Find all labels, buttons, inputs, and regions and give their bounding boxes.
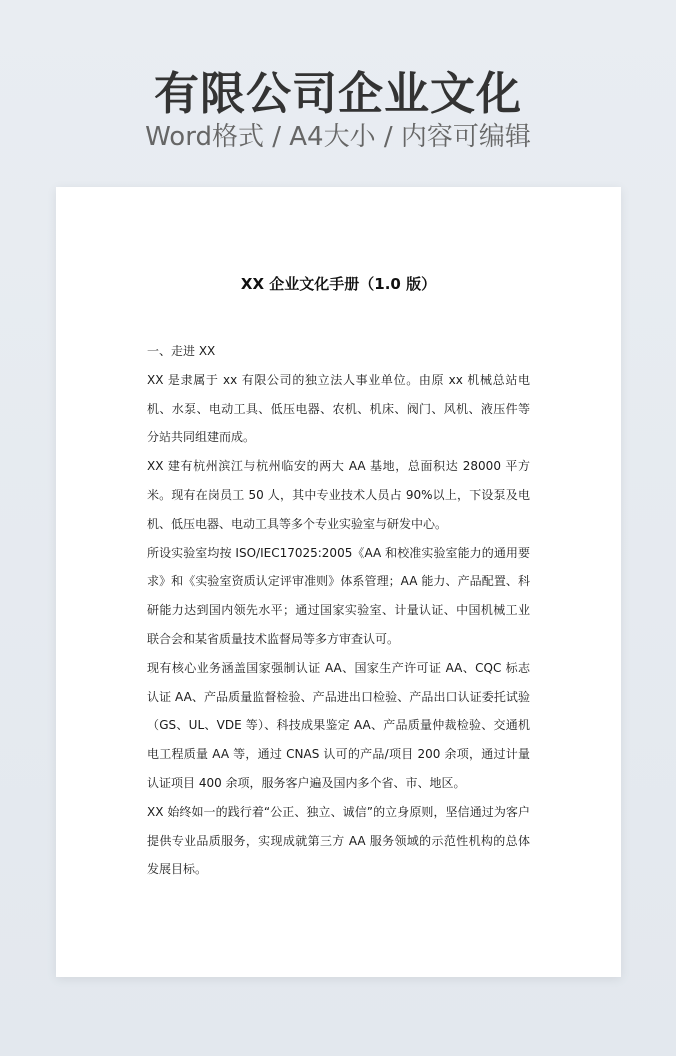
- paragraph-4: 现有核心业务涵盖国家强制认证 AA、国家生产许可证 AA、CQC 标志认证 AA、产品质量监督检验、产品进出口检验、产品出口认证委托试验（GS、UL、VDE 等）、科技成果鉴定 AA、产品质量仲裁检验、交通机电工程质量 AA 等，通过 CNAS 认可的产品/项目 200 余项，通过计量认证项目 400 余项，服务客户遍及国内多个省、市、地区。: [147, 660, 530, 790]
- paragraph-2: XX 建有杭州滨江与杭州临安的两大 AA 基地，总面积达 28000 平方米。现有在岗员工 50 人，其中专业技术人员占 90%以上，下设泵及电机、低压电器、电动工具等多个专业实验室与研发中心。: [147, 459, 530, 531]
- paragraph-1: XX 是隶属于 xx 有限公司的独立法人事业单位。由原 xx 机械总站电机、水泵、电动工具、低压电器、农机、机床、阀门、风机、液压件等分站共同组建而成。: [147, 372, 530, 445]
- banner-title: 有限公司企业文化: [153, 67, 522, 120]
- banner-subtitle: Word格式 / A4大小 / 内容可编辑: [145, 122, 531, 152]
- section-heading: 一、走进 XX: [147, 344, 216, 358]
- paragraph-3: 所设实验室均按 ISO/IEC17025:2005《AA 和校准实验室能力的通用要求》和《实验室资质认定评审准则》体系管理；AA 能力、产品配置、科研能力达到国内领先水平；通过国家实验室、计量认证、中国机械工业联合会和某省质量技术监督局等多方审查认可。: [147, 545, 530, 646]
- paragraph-5: XX 始终如一的践行着“公正、独立、诚信”的立身原则，坚信通过为客户提供专业品质服务，实现成就第三方 AA 服务领域的示范性机构的总体发展目标。: [147, 804, 530, 877]
- document-body: [147, 337, 530, 884]
- header-banner: [0, 0, 676, 180]
- document-title: XX 企业文化手册（1.0 版）: [240, 275, 437, 293]
- document-page: [56, 187, 621, 977]
